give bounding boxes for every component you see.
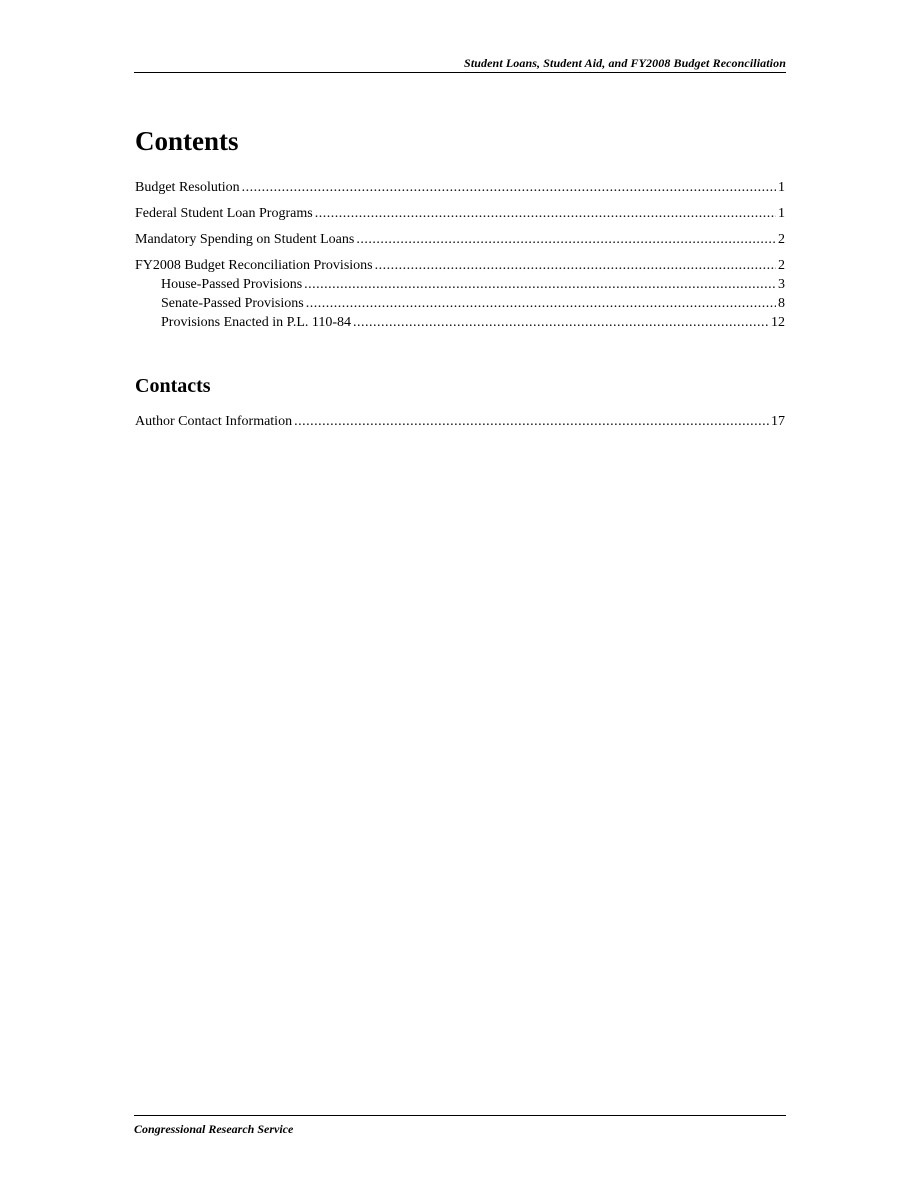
toc-entry-budget-resolution[interactable] [135, 178, 785, 197]
toc-entry-mandatory-spending[interactable] [135, 230, 785, 249]
table-of-contents [135, 178, 785, 332]
toc-entry-label: Provisions Enacted in P.L. 110-84 [161, 315, 352, 330]
dot-leader [315, 204, 776, 221]
toc-entry-federal-student-loan-programs[interactable] [135, 204, 785, 223]
toc-entry-page: 2 [778, 232, 785, 247]
contacts-heading: Contacts [135, 375, 211, 397]
toc-entry-label: Senate-Passed Provisions [161, 296, 304, 311]
toc-entry-page: 17 [771, 414, 785, 429]
dot-leader [356, 230, 776, 247]
toc-entry-page: 8 [778, 296, 785, 311]
contents-heading: Contents [135, 126, 239, 156]
dot-leader [304, 275, 776, 292]
toc-entry-author-contact-information[interactable] [135, 412, 785, 431]
toc-entry-page: 3 [778, 277, 785, 292]
toc-entry-house-passed-provisions[interactable] [135, 275, 785, 294]
toc-entry-label: Mandatory Spending on Student Loans [135, 232, 355, 247]
toc-entry-label: House-Passed Provisions [161, 277, 303, 292]
toc-entry-page: 1 [778, 180, 785, 195]
toc-entry-page: 12 [771, 315, 785, 330]
toc-entry-provisions-enacted[interactable] [135, 313, 785, 332]
toc-entry-fy2008-reconciliation-provisions[interactable] [135, 256, 785, 275]
dot-leader [294, 412, 769, 429]
toc-entry-label: Federal Student Loan Programs [135, 206, 313, 221]
dot-leader [375, 256, 776, 273]
dot-leader [353, 313, 769, 330]
toc-entry-label: Budget Resolution [135, 180, 240, 195]
toc-entry-label: Author Contact Information [135, 414, 293, 429]
running-header: Student Loans, Student Aid, and FY2008 Budget Reconciliation [134, 56, 786, 73]
toc-entry-senate-passed-provisions[interactable] [135, 294, 785, 313]
toc-entry-page: 1 [778, 206, 785, 221]
dot-leader [242, 178, 776, 195]
toc-entry-page: 2 [778, 258, 785, 273]
contacts-list [135, 412, 785, 438]
running-footer: Congressional Research Service [134, 1115, 786, 1137]
dot-leader [306, 294, 776, 311]
toc-entry-label: FY2008 Budget Reconciliation Provisions [135, 258, 373, 273]
